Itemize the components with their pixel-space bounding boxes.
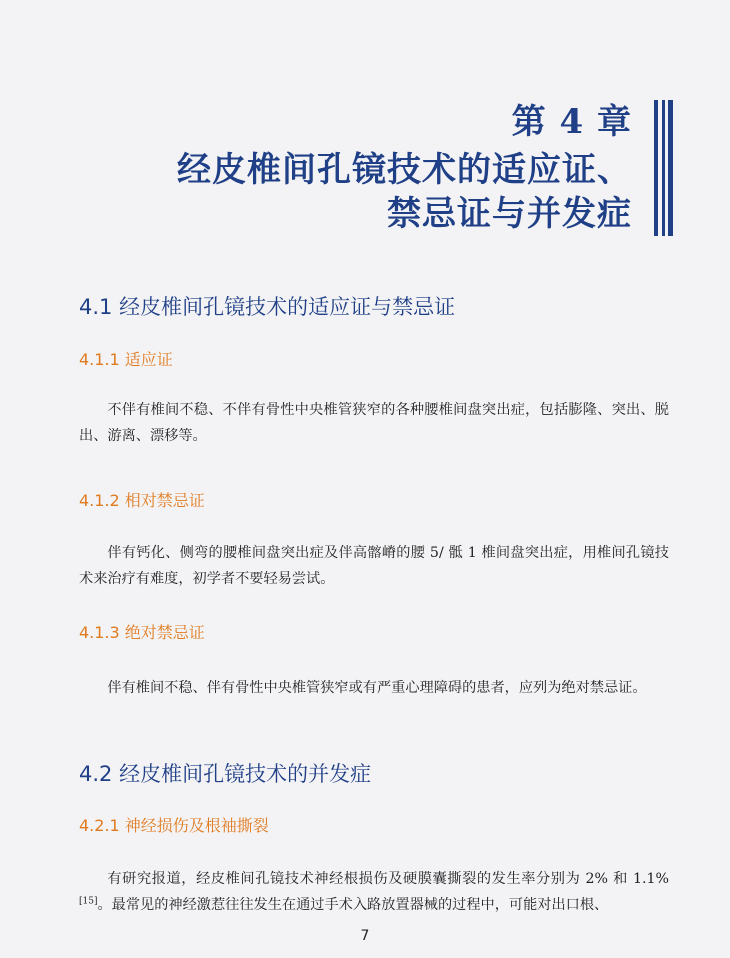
decoration-bar (662, 100, 665, 236)
paragraph-4-2-1 (79, 866, 669, 918)
section-heading-4-2-1: 4.2.1 神经损伤及根袖撕裂 (79, 816, 269, 835)
page-number: 7 (360, 928, 370, 944)
chapter-title-line-1: 经皮椎间孔镜技术的适应证、 (177, 150, 632, 190)
paragraph-4-1-3: 伴有椎间不稳、伴有骨性中央椎管狭窄或有严重心理障碍的患者，应列为绝对禁忌证。 (107, 680, 647, 696)
chapter-decoration-bars (654, 100, 674, 236)
chapter-number: 第 4 章 (511, 102, 632, 142)
paragraph-4-1-1: 不伴有椎间不稳、不伴有骨性中央椎管狭窄的各种腰椎间盘突出症，包括膨隆、突出、脱出、游离、漂移等。 (79, 402, 669, 444)
section-heading-4-1-1: 4.1.1 适应证 (79, 350, 173, 369)
chapter-header (177, 102, 632, 236)
section-heading-4-2: 4.2 经皮椎间孔镜技术的并发症 (79, 762, 372, 786)
section-heading-4-1-2: 4.1.2 相对禁忌证 (79, 491, 205, 510)
paragraph-text-part-1: 有研究报道，经皮椎间孔镜技术神经根损伤及硬膜囊撕裂的发生率分别为 2% 和 1.1% (107, 871, 669, 887)
decoration-bar (654, 100, 658, 236)
chapter-title-line-2: 禁忌证与并发症 (387, 194, 632, 234)
section-heading-4-1: 4.1 经皮椎间孔镜技术的适应证与禁忌证 (79, 295, 456, 319)
decoration-bar (668, 100, 673, 236)
section-heading-4-1-3: 4.1.3 绝对禁忌证 (79, 623, 205, 642)
citation-reference[interactable]: [15] (79, 896, 98, 907)
paragraph-text-part-2: 。最常见的神经激惹往往发生在通过手术入路放置器械的过程中，可能对出口根、 (97, 897, 609, 913)
paragraph-4-1-2: 伴有钙化、侧弯的腰椎间盘突出症及伴高髂嵴的腰 5/ 骶 1 椎间盘突出症，用椎间孔镜技术来治疗有难度，初学者不要轻易尝试。 (79, 545, 669, 587)
